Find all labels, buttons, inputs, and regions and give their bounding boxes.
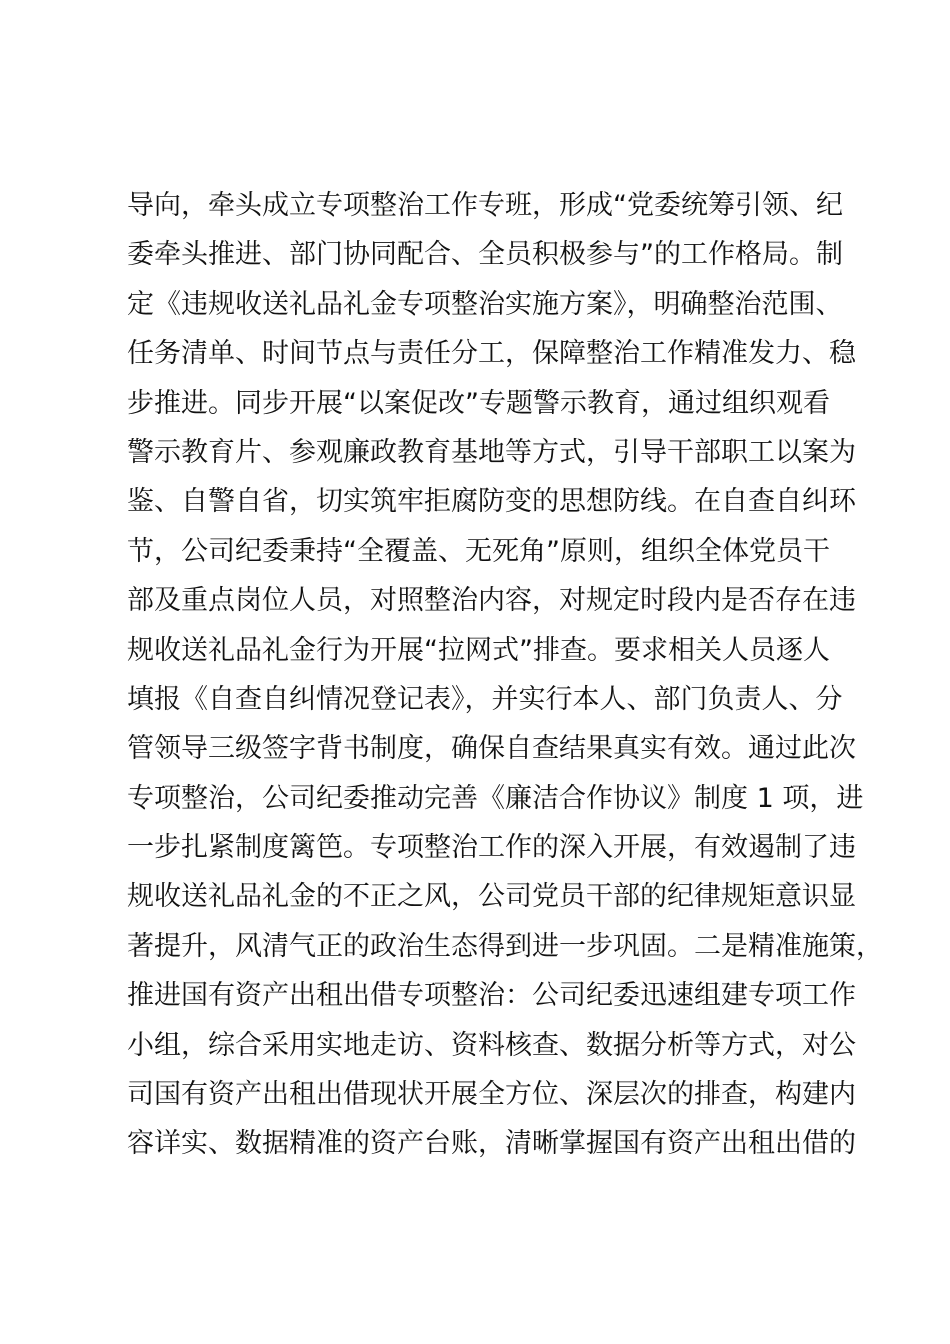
text-line: 容详实、数据精准的资产台账，清晰掌握国有资产出租出借的: [127, 1128, 856, 1160]
text-line: 填报《自查自纠情况登记表》，并实行本人、部门负责人、分: [127, 683, 843, 715]
text-line: 推进国有资产出租出借专项整治：公司纪委迅速组建专项工作: [127, 980, 856, 1012]
body-paragraph: [127, 181, 883, 1169]
text-line: 规收送礼品礼金行为开展“拉网式”排查。要求相关人员逐人: [127, 634, 830, 666]
text-line: 司国有资产出租出借现状开展全方位、深层次的排查，构建内: [127, 1079, 856, 1111]
text-line: 管领导三级签字背书制度，确保自查结果真实有效。通过此次: [127, 733, 856, 765]
text-line: 步推进。同步开展“以案促改”专题警示教育，通过组织观看: [127, 387, 830, 419]
text-line: 著提升，风清气正的政治生态得到进一步巩固。二是精准施策，: [127, 930, 883, 962]
text-line: 小组，综合采用实地走访、资料核查、数据分析等方式，对公: [127, 1029, 856, 1061]
text-line: 专项整治，公司纪委推动完善《廉洁合作协议》制度 1 项，进: [127, 782, 864, 814]
text-line: 导向，牵头成立专项整治工作专班，形成“党委统筹引领、纪: [127, 190, 843, 221]
text-line: 任务清单、时间节点与责任分工，保障整治工作精准发力、稳: [127, 338, 856, 370]
text-line: 委牵头推进、部门协同配合、全员积极参与”的工作格局。制: [127, 239, 843, 271]
text-line: 定《违规收送礼品礼金专项整治实施方案》，明确整治范围、: [127, 288, 843, 320]
text-line: 规收送礼品礼金的不正之风，公司党员干部的纪律规矩意识显: [127, 881, 856, 913]
text-line: 鉴、自警自省，切实筑牢拒腐防变的思想防线。在自查自纠环: [127, 486, 856, 518]
text-line: 部及重点岗位人员，对照整治内容，对规定时段内是否存在违: [127, 585, 856, 617]
text-line: 一步扎紧制度篱笆。专项整治工作的深入开展，有效遏制了违: [127, 832, 856, 864]
text-line: 节，公司纪委秉持“全覆盖、无死角”原则，组织全体党员干: [127, 535, 830, 567]
text-line: 警示教育片、参观廉政教育基地等方式，引导干部职工以案为: [127, 436, 856, 468]
